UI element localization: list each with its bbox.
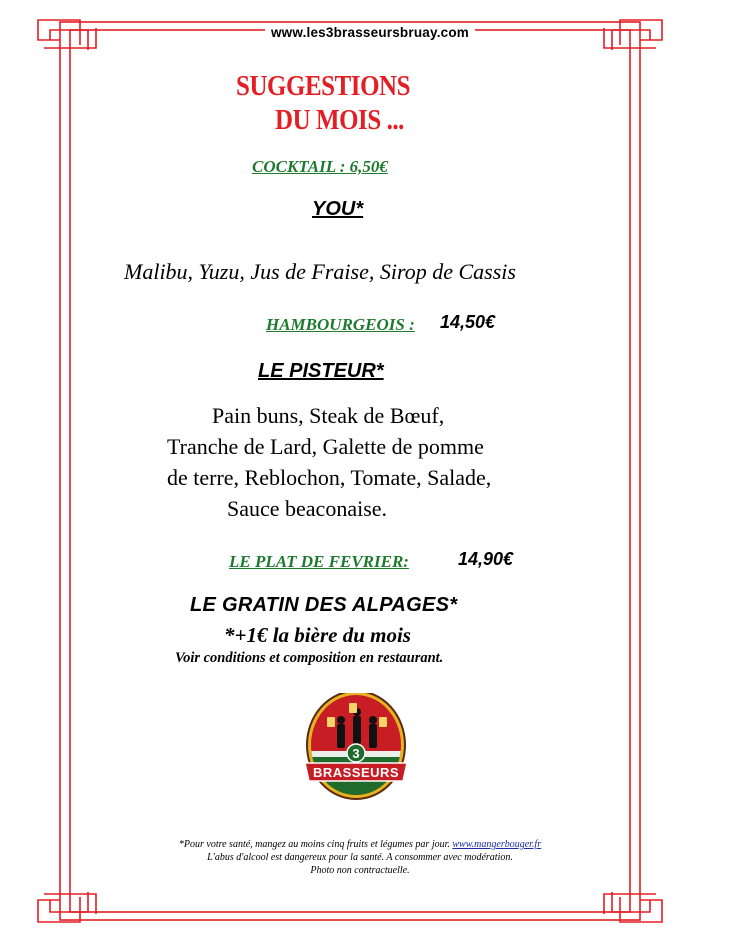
- title-line-1: SUGGESTIONS: [236, 70, 411, 102]
- mangerbouger-link[interactable]: www.mangerbouger.fr: [452, 839, 542, 850]
- 3-brasseurs-logo: [303, 693, 415, 805]
- footer-line-1: [140, 838, 580, 851]
- burger-description-line-4: Sauce beaconaise.: [227, 496, 388, 521]
- burger-price: 14,50€: [440, 312, 496, 332]
- website-url[interactable]: www.les3brasseursbruay.com: [0, 25, 740, 40]
- burger-description-line-1: Pain buns, Steak de Bœuf,: [212, 403, 445, 428]
- plat-extra: *+1€ la bière du mois: [224, 623, 411, 647]
- cocktail-label: COCKTAIL : 6,50€: [252, 157, 388, 176]
- plat-conditions: Voir conditions et composition en restaurant.: [175, 650, 444, 666]
- cocktail-name: YOU*: [312, 198, 364, 220]
- footer-line-3: Photo non contractuelle.: [310, 865, 410, 876]
- title-line-2: DU MOIS ...: [275, 104, 404, 136]
- logo-number: 3: [352, 746, 360, 761]
- plat-name: LE GRATIN DES ALPAGES*: [190, 594, 458, 616]
- footer-line-2: L'abus d'alcool est dangereux pour la santé. A consommer avec modération.: [207, 852, 513, 863]
- footer-health-text: *Pour votre santé, mangez au moins cinq fruits et légumes par jour.: [178, 839, 450, 850]
- burger-description-line-3: de terre, Reblochon, Tomate, Salade,: [167, 465, 492, 490]
- footer-notice: [140, 838, 580, 877]
- burger-label: HAMBOURGEOIS :: [266, 315, 415, 334]
- logo-name: BRASSEURS: [312, 765, 400, 780]
- burger-name: LE PISTEUR*: [258, 360, 384, 382]
- plat-label: LE PLAT DE FEVRIER:: [229, 552, 409, 571]
- cocktail-description: Malibu, Yuzu, Jus de Fraise, Sirop de Cassis: [124, 259, 516, 284]
- plat-price: 14,90€: [458, 549, 514, 569]
- burger-description-line-2: Tranche de Lard, Galette de pomme: [167, 434, 484, 459]
